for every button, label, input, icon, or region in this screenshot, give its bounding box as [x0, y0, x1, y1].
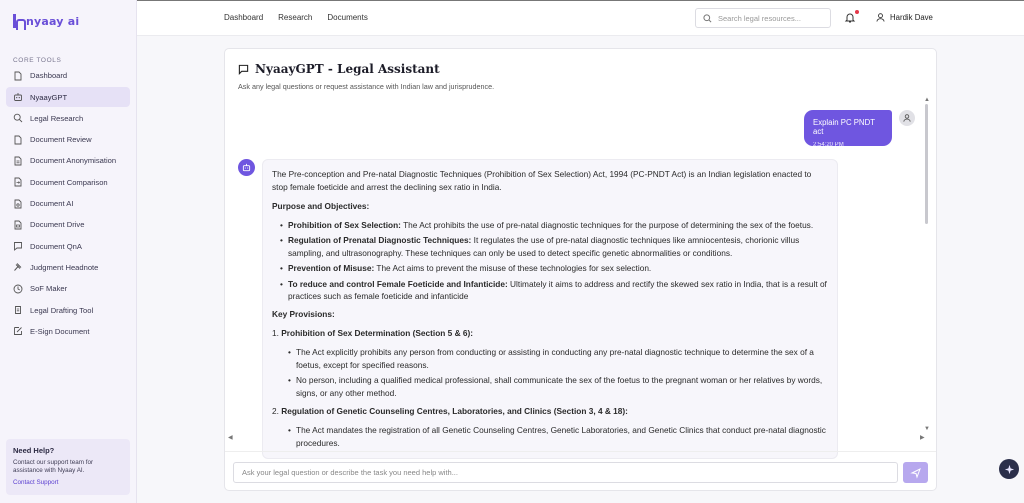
file-ai-icon [13, 199, 23, 209]
page-title [238, 62, 494, 76]
purpose-list [280, 219, 828, 304]
sidebar-nav [6, 66, 130, 343]
sidebar-item-document-review[interactable] [6, 130, 130, 150]
purpose-item [280, 278, 828, 304]
purpose-item [280, 262, 828, 275]
user-message-bubble [804, 110, 892, 146]
sidebar-item-label: Document Review [30, 135, 92, 145]
send-button[interactable] [903, 462, 928, 483]
purpose-item-term: Prevention of Misuse: [288, 263, 375, 274]
top-nav-documents[interactable]: Documents [327, 13, 368, 22]
provision-title: Prohibition of Sex Determination (Section 5 & 6): [281, 328, 474, 339]
notification-button[interactable] [845, 12, 857, 24]
sidebar-item-document-anonymisation[interactable] [6, 151, 130, 171]
logo[interactable] [13, 14, 79, 28]
sidebar-item-label: Judgment Headnote [30, 262, 99, 272]
sidebar-item-label: Legal Research [30, 113, 84, 123]
sidebar-item-label: SoF Maker [30, 284, 68, 294]
clock-icon [13, 284, 23, 294]
sidebar-item-document-qna[interactable] [6, 236, 130, 256]
purpose-item [280, 234, 828, 260]
page-title-text: NyaayGPT - Legal Assistant [255, 62, 440, 76]
scroll-up-arrow[interactable]: ▲ [924, 97, 930, 103]
scroll-icon [13, 305, 23, 315]
help-title: Need Help? [13, 446, 55, 455]
sidebar-item-label: Legal Drafting Tool [30, 305, 94, 315]
user-message-text: Explain PC PNDT act [813, 118, 875, 136]
search-icon [13, 113, 23, 123]
purpose-heading: Purpose and Objectives: [272, 200, 370, 211]
user-menu[interactable] [876, 13, 933, 22]
gavel-icon [13, 262, 23, 272]
purpose-item-term: Regulation of Prenatal Diagnostic Techniques: [288, 234, 472, 245]
sidebar-item-legal-research[interactable] [6, 109, 130, 129]
purpose-item-text: It regulates the use of pre-natal diagnostic techniques like amniocentesis, chorionic villus sampling, and ultrasonography. These techniques can only be used to detect specific genetic abnormalities or conditions. [288, 234, 800, 258]
bot-icon [242, 163, 251, 172]
contact-support-link[interactable]: Contact Support [13, 479, 59, 487]
bot-avatar [238, 159, 255, 176]
help-text: Contact our support team for assistance with Nyaay AI. [13, 459, 94, 475]
sidebar [0, 0, 137, 503]
purpose-item-text: Ultimately it aims to address and rectify the skewed sex ratio in India, that is a result of practices such as female foeticide and infanticide [288, 278, 827, 302]
provisions-heading: Key Provisions: [272, 309, 335, 320]
composer [225, 451, 936, 491]
user-message-time: 2:54:20 PM [813, 142, 844, 148]
sidebar-item-legal-drafting-tool[interactable] [6, 300, 130, 320]
assistant-message-bubble [262, 159, 838, 459]
sidebar-item-label: NyaayGPT [30, 92, 68, 102]
sidebar-item-label: Document Drive [30, 220, 85, 230]
top-nav-research[interactable]: Research [278, 13, 313, 22]
purpose-item-text: The Act aims to prevent the misuse of these technologies for sex selection. [374, 263, 652, 274]
sidebar-item-label: Document AI [30, 199, 74, 209]
top-nav [224, 13, 368, 22]
notification-dot [855, 10, 859, 14]
user-name: Hardik Dave [890, 13, 933, 22]
sidebar-item-sof-maker[interactable] [6, 279, 130, 299]
horizontal-scrollbar[interactable] [228, 434, 928, 440]
provision-title: Regulation of Genetic Counseling Centres, Laboratories, and Clinics (Section 3, 4 & 18): [281, 405, 628, 416]
provision-item [272, 327, 828, 400]
page-subtitle: Ask any legal questions or request assistance with Indian law and jurisprudence. [238, 82, 495, 91]
scroll-down-arrow[interactable]: ▼ [924, 426, 930, 432]
user-icon [876, 13, 885, 22]
purpose-item [280, 219, 828, 232]
sidebar-item-document-ai[interactable] [6, 194, 130, 214]
sidebar-item-label: Dashboard [30, 71, 68, 81]
top-header [137, 0, 1024, 36]
send-icon [911, 468, 921, 478]
search-box[interactable] [695, 8, 831, 28]
logo-text: nyaay ai [26, 14, 80, 28]
provisions-list [272, 327, 828, 449]
purpose-item-text: The Act prohibits the use of pre-natal diagnostic techniques for the purpose of determining the sex of the foetus. [400, 219, 814, 230]
top-nav-dashboard[interactable]: Dashboard [224, 13, 264, 22]
sidebar-item-label: E-Sign Document [30, 326, 90, 336]
scrollbar-thumb[interactable] [925, 104, 928, 224]
search-icon [703, 14, 712, 23]
search-input[interactable] [718, 14, 828, 23]
chat-area[interactable] [225, 103, 936, 448]
avatar [899, 110, 915, 126]
purpose-item-term: To reduce and control Female Foeticide and Infanticide: [288, 278, 508, 289]
help-box [6, 439, 130, 495]
edit-icon [13, 326, 23, 336]
assistant-card [224, 48, 937, 491]
provision-number: 1. [272, 328, 279, 339]
file-icon [13, 71, 23, 81]
purpose-item-term: Prohibition of Sex Selection: [288, 219, 401, 230]
provision-number: 2. [272, 405, 279, 416]
scroll-left-arrow[interactable]: ◀ [228, 435, 233, 441]
provision-item [272, 405, 828, 450]
scroll-right-arrow[interactable]: ▶ [920, 435, 925, 441]
bot-icon [13, 92, 23, 102]
sidebar-item-e-sign-document[interactable] [6, 322, 130, 342]
sidebar-item-judgment-headnote[interactable] [6, 258, 130, 278]
provision-point: • The Act mandates the registration of all Genetic Counseling Centres, Genetic Laboratories, and Genetic Clinics that conduct pre-natal diagnostic procedures. [288, 424, 828, 450]
file-compare-icon [13, 177, 23, 187]
assistant-fab-button[interactable] [999, 459, 1019, 479]
sidebar-item-document-comparison[interactable] [6, 172, 130, 192]
logo-icon [13, 14, 22, 28]
sidebar-item-label: Document Anonymisation [30, 156, 117, 166]
provision-point: • The Act explicitly prohibits any person from conducting or assisting in conducting any pre-natal diagnostic technique to determine the sex of a foetus, except for specified reasons. [288, 346, 828, 372]
sidebar-item-label: Document Comparison [30, 177, 108, 187]
response-intro: The Pre-conception and Pre-natal Diagnostic Techniques (Prohibition of Sex Selection) Act, 1994 (PC-PNDT Act) is an Indian legislation enacted to stop female foeticide and arrest the declining sex ratio in India. [272, 169, 812, 192]
chat-icon [13, 241, 23, 251]
sidebar-item-nyaaygpt[interactable] [6, 87, 130, 107]
user-icon [903, 114, 911, 122]
sidebar-item-label: Document QnA [30, 241, 82, 251]
chat-input[interactable] [233, 462, 898, 483]
sidebar-item-dashboard[interactable] [6, 66, 130, 86]
provision-point: • No person, including a qualified medical professional, shall communicate the sex of the foetus to the pregnant woman or her relatives by words, signs, or any other method. [288, 374, 828, 400]
file-text-icon [13, 156, 23, 166]
sidebar-section-label: CORE TOOLS [13, 57, 62, 64]
file-icon [13, 135, 23, 145]
bell-icon [845, 12, 855, 23]
chat-icon [238, 64, 249, 75]
assistant-header [238, 62, 494, 91]
vertical-scrollbar[interactable] [924, 99, 929, 437]
file-drive-icon [13, 220, 23, 230]
sidebar-item-document-drive[interactable] [6, 215, 130, 235]
sparkle-icon [1004, 464, 1015, 475]
